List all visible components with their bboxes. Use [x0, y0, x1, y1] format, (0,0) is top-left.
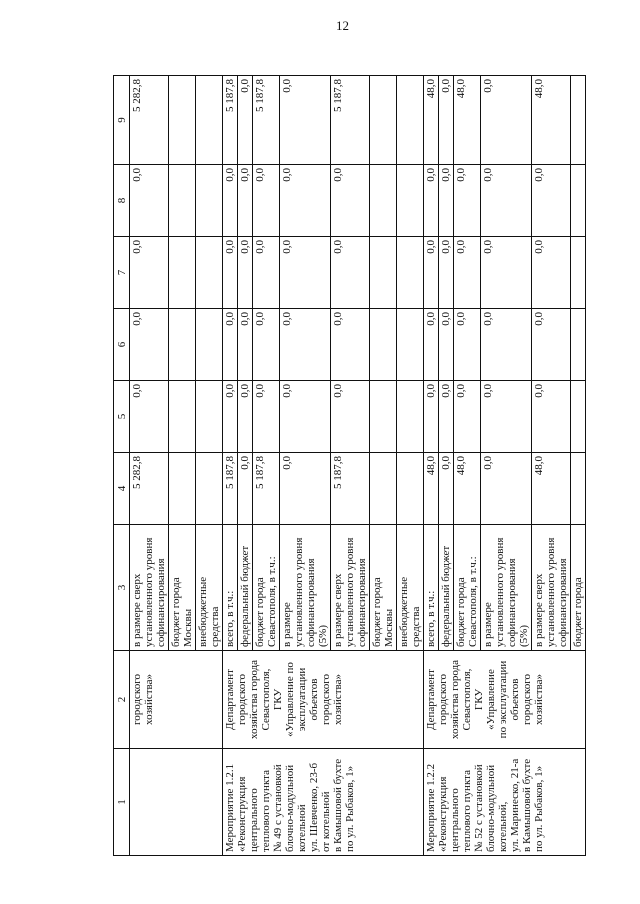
- value-cell: 0,0: [253, 165, 280, 237]
- value-cell: 5 187,8: [253, 76, 280, 165]
- value-cell: 48,0: [424, 453, 439, 525]
- value-cell: 0,0: [424, 237, 439, 309]
- executor-cell: [424, 651, 586, 749]
- executor-line: Департамент: [425, 669, 437, 731]
- value-cell: [169, 453, 196, 525]
- value-cell: 0,0: [130, 237, 169, 309]
- source-line: бюджет города: [170, 577, 182, 647]
- value-cell: 0,0: [481, 453, 532, 525]
- source-line: всего, в т.ч.:: [224, 590, 236, 647]
- value-cell: 0,0: [439, 237, 454, 309]
- measure-name-cell: [223, 749, 424, 856]
- value-cell: 0,0: [238, 76, 253, 165]
- source-line: в размере: [281, 602, 293, 647]
- value-cell: [370, 237, 397, 309]
- value-cell: [397, 165, 424, 237]
- measure-line: ул. Маринеско, 21-а: [509, 758, 521, 852]
- source-line: софинансирования: [356, 558, 368, 647]
- source-cell: [532, 525, 571, 651]
- executor-line: «Управление по: [284, 662, 296, 737]
- source-line: Москвы: [383, 608, 395, 647]
- measure-line: Мероприятие 1.2.2: [425, 763, 437, 852]
- source-line: в размере сверх: [332, 573, 344, 647]
- source-line: федеральный бюджет: [440, 545, 452, 647]
- source-line: средства: [410, 606, 422, 647]
- executor-line: хозяйства города: [449, 659, 461, 740]
- measure-line: Мероприятие 1.2.1: [224, 763, 236, 852]
- value-cell: [169, 237, 196, 309]
- source-cell: [169, 525, 196, 651]
- source-line: средства: [209, 606, 221, 647]
- column-number-7: 7: [114, 237, 130, 309]
- source-line: установленного уровня: [545, 537, 557, 647]
- value-cell: 5 187,8: [223, 453, 238, 525]
- value-cell: 0,0: [280, 453, 331, 525]
- source-line: бюджет города: [254, 577, 266, 647]
- source-cell: [370, 525, 397, 651]
- measure-line: «Реконструкция: [236, 776, 248, 852]
- source-line: Севастополя, в т.ч.:: [467, 556, 479, 647]
- measure-line: в Камышовой бухте: [332, 758, 344, 852]
- value-cell: 0,0: [238, 453, 253, 525]
- value-cell: 0,0: [481, 309, 532, 381]
- source-cell: [397, 525, 424, 651]
- value-cell: [370, 381, 397, 453]
- column-number-8: 8: [114, 165, 130, 237]
- executor-line: городского: [236, 674, 248, 725]
- source-cell: [571, 525, 586, 651]
- value-cell: [571, 237, 586, 309]
- value-cell: 48,0: [454, 453, 481, 525]
- value-cell: [169, 76, 196, 165]
- value-cell: [196, 237, 223, 309]
- value-cell: 0,0: [331, 237, 370, 309]
- value-cell: 0,0: [223, 381, 238, 453]
- source-cell: [238, 525, 253, 651]
- value-cell: 5 187,8: [223, 76, 238, 165]
- value-cell: 0,0: [238, 381, 253, 453]
- value-cell: [397, 381, 424, 453]
- source-cell: [253, 525, 280, 651]
- column-number-6: 6: [114, 309, 130, 381]
- value-cell: [169, 165, 196, 237]
- value-cell: 0,0: [331, 381, 370, 453]
- value-cell: [196, 453, 223, 525]
- value-cell: 0,0: [280, 165, 331, 237]
- source-line: федеральный бюджет: [239, 545, 251, 647]
- source-line: бюджет города: [572, 577, 584, 647]
- column-number-2: 2: [114, 651, 130, 749]
- executor-line: Севастополя,: [260, 668, 272, 731]
- value-cell: 5 187,8: [331, 453, 370, 525]
- value-cell: 48,0: [454, 76, 481, 165]
- measure-line: № 49 с установкой: [272, 764, 284, 852]
- source-line: в размере сверх: [131, 573, 143, 647]
- value-cell: 0,0: [424, 165, 439, 237]
- value-cell: 0,0: [253, 381, 280, 453]
- measure-line: теплового пункта: [461, 770, 473, 852]
- value-cell: 48,0: [424, 76, 439, 165]
- executor-line: хозяйства»: [533, 674, 545, 725]
- funding-table: [113, 75, 586, 856]
- executor-line: ГКУ: [272, 688, 284, 711]
- column-number-1: 1: [114, 749, 130, 856]
- executor-cell: городского хозяйства»: [130, 651, 223, 749]
- value-cell: 0,0: [238, 237, 253, 309]
- table-row: [424, 76, 439, 856]
- value-cell: [571, 381, 586, 453]
- value-cell: 5 187,8: [253, 453, 280, 525]
- measure-line: центрального: [449, 788, 461, 852]
- value-cell: 0,0: [130, 165, 169, 237]
- header-row: [114, 76, 130, 856]
- value-cell: [370, 76, 397, 165]
- executor-line: по эксплуатации: [497, 660, 509, 739]
- value-cell: 0,0: [532, 309, 571, 381]
- value-cell: [370, 309, 397, 381]
- source-cell: [424, 525, 439, 651]
- value-cell: [571, 165, 586, 237]
- value-cell: 0,0: [481, 381, 532, 453]
- rotated-table-container: [113, 76, 584, 856]
- measure-line: котельной,: [497, 801, 509, 852]
- column-number-3: 3: [114, 525, 130, 651]
- value-cell: 0,0: [439, 165, 454, 237]
- value-cell: 0,0: [280, 76, 331, 165]
- value-cell: 48,0: [532, 453, 571, 525]
- value-cell: [196, 165, 223, 237]
- value-cell: 0,0: [280, 309, 331, 381]
- source-line: в размере сверх: [533, 573, 545, 647]
- executor-line: хозяйства города: [248, 659, 260, 740]
- measure-line: по ул. Рыбаков, 1»: [533, 765, 545, 852]
- value-cell: 0,0: [424, 381, 439, 453]
- source-line: Севастополя, в т.ч.:: [266, 556, 278, 647]
- value-cell: 0,0: [280, 381, 331, 453]
- column-number-9: 9: [114, 76, 130, 165]
- measure-name-cell: [130, 749, 223, 856]
- executor-line: объектов: [308, 678, 320, 721]
- value-cell: [370, 165, 397, 237]
- value-cell: 0,0: [481, 237, 532, 309]
- source-cell: [223, 525, 238, 651]
- source-line: установленного уровня: [143, 537, 155, 647]
- table-row: [223, 76, 238, 856]
- executor-line: городского: [437, 674, 449, 725]
- source-cell: [454, 525, 481, 651]
- source-cell: [481, 525, 532, 651]
- value-cell: 0,0: [439, 309, 454, 381]
- source-line: внебюджетные: [197, 576, 209, 647]
- column-number-5: 5: [114, 381, 130, 453]
- measure-line: по ул. Рыбаков, 1»: [344, 765, 356, 852]
- value-cell: [169, 309, 196, 381]
- value-cell: 0,0: [454, 165, 481, 237]
- value-cell: 5 282,8: [130, 453, 169, 525]
- value-cell: 48,0: [532, 76, 571, 165]
- value-cell: 0,0: [238, 309, 253, 381]
- executor-cell: [223, 651, 424, 749]
- value-cell: 5 282,8: [130, 76, 169, 165]
- source-line: (5%): [317, 625, 329, 647]
- source-line: внебюджетные: [398, 576, 410, 647]
- executor-line: хозяйства»: [332, 674, 344, 725]
- value-cell: [397, 453, 424, 525]
- value-cell: [571, 309, 586, 381]
- measure-line: № 52 с установкой: [473, 764, 485, 852]
- value-cell: 0,0: [223, 309, 238, 381]
- executor-line: эксплуатации: [296, 667, 308, 732]
- source-line: софинансирования: [155, 558, 167, 647]
- measure-line: ул. Шевченко, 23-б: [308, 762, 320, 852]
- source-cell: [196, 525, 223, 651]
- value-cell: [397, 309, 424, 381]
- measure-line: котельной: [296, 804, 308, 852]
- measure-line: в Камышовой бухте: [521, 758, 533, 852]
- value-cell: 5 187,8: [331, 76, 370, 165]
- source-line: Москвы: [182, 608, 194, 647]
- value-cell: 0,0: [439, 453, 454, 525]
- source-line: в размере: [482, 602, 494, 647]
- value-cell: [196, 381, 223, 453]
- measure-line: теплового пункта: [260, 770, 272, 852]
- value-cell: 0,0: [130, 309, 169, 381]
- source-cell: [331, 525, 370, 651]
- source-line: всего, в т.ч.:: [425, 590, 437, 647]
- value-cell: 0,0: [532, 165, 571, 237]
- executor-line: «Управление: [485, 669, 497, 730]
- value-cell: 0,0: [280, 237, 331, 309]
- source-line: (5%): [518, 625, 530, 647]
- value-cell: 0,0: [223, 237, 238, 309]
- value-cell: 0,0: [424, 309, 439, 381]
- value-cell: 0,0: [532, 237, 571, 309]
- source-line: установленного уровня: [494, 537, 506, 647]
- executor-line: городского: [521, 674, 533, 725]
- source-cell: [130, 525, 169, 651]
- value-cell: 0,0: [331, 165, 370, 237]
- source-line: софинансирования: [305, 558, 317, 647]
- source-cell: [280, 525, 331, 651]
- source-line: софинансирования: [506, 558, 518, 647]
- value-cell: [571, 76, 586, 165]
- measure-line: «Реконструкция: [437, 776, 449, 852]
- measure-line: блочно-модульной: [485, 764, 497, 852]
- value-cell: 0,0: [130, 381, 169, 453]
- measure-line: блочно-модульной: [284, 764, 296, 852]
- value-cell: 0,0: [253, 237, 280, 309]
- source-line: бюджет города: [371, 577, 383, 647]
- value-cell: 0,0: [454, 237, 481, 309]
- value-cell: [169, 381, 196, 453]
- executor-line: городского: [320, 674, 332, 725]
- source-cell: [439, 525, 454, 651]
- value-cell: [196, 76, 223, 165]
- value-cell: [397, 76, 424, 165]
- source-line: софинансирования: [557, 558, 569, 647]
- value-cell: [196, 309, 223, 381]
- table-row: [130, 76, 169, 856]
- value-cell: 0,0: [481, 165, 532, 237]
- value-cell: [571, 453, 586, 525]
- value-cell: 0,0: [481, 76, 532, 165]
- source-line: установленного уровня: [293, 537, 305, 647]
- value-cell: 0,0: [223, 165, 238, 237]
- executor-line: Департамент: [224, 669, 236, 731]
- source-line: установленного уровня: [344, 537, 356, 647]
- column-number-4: 4: [114, 453, 130, 525]
- executor-line: Севастополя,: [461, 668, 473, 731]
- value-cell: [397, 237, 424, 309]
- value-cell: [370, 453, 397, 525]
- measure-line: от котельной: [320, 791, 332, 852]
- executor-line: объектов: [509, 678, 521, 721]
- value-cell: 0,0: [532, 381, 571, 453]
- value-cell: 0,0: [331, 309, 370, 381]
- value-cell: 0,0: [454, 381, 481, 453]
- value-cell: 0,0: [253, 309, 280, 381]
- value-cell: 0,0: [454, 309, 481, 381]
- measure-name-cell: [424, 749, 586, 856]
- source-line: бюджет города: [455, 577, 467, 647]
- value-cell: 0,0: [439, 76, 454, 165]
- executor-line: ГКУ: [473, 688, 485, 711]
- measure-line: центрального: [248, 788, 260, 852]
- value-cell: 0,0: [238, 165, 253, 237]
- value-cell: 0,0: [439, 381, 454, 453]
- page-number: 12: [336, 18, 349, 33]
